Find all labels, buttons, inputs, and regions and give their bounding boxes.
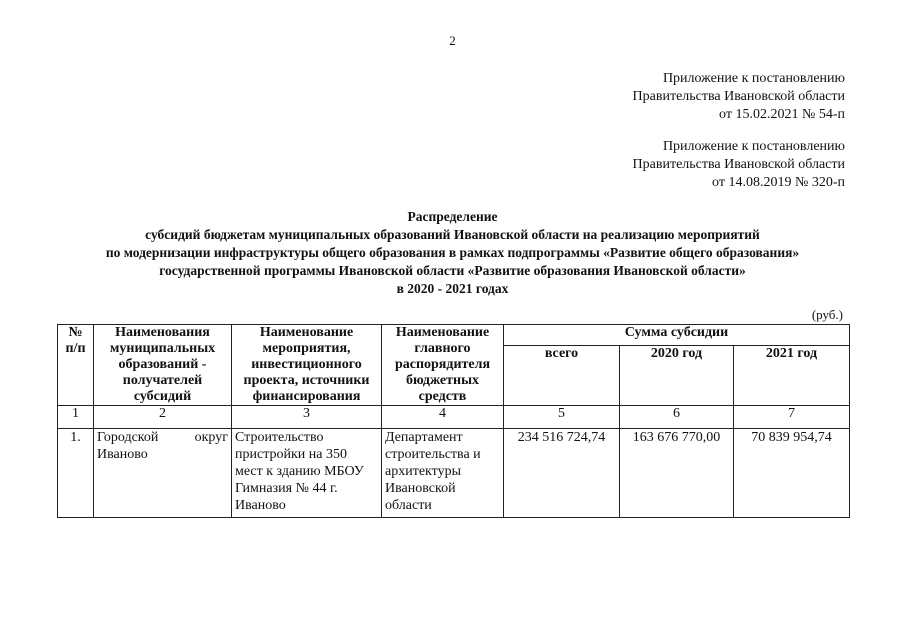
appendix-current-line2: Правительства Ивановской области (632, 89, 845, 104)
document-title (0, 208, 905, 298)
appendix-current-line1: Приложение к постановлению (662, 71, 845, 86)
header-administrator: Наименование главного распорядителя бюджетных средств (382, 325, 504, 406)
title-line2: субсидий бюджетам муниципальных образований Ивановской области на реализацию мероприятий (145, 227, 760, 242)
row-project: Строительство пристройки на 350 мест к зданию МБОУ Гимназия № 44 г. Иваново (232, 429, 382, 518)
row-municipality-text: Городской округ Иваново (97, 430, 228, 462)
appendix-current (485, 70, 845, 124)
currency-unit: (руб.) (811, 307, 843, 322)
title-line1: Распределение (407, 209, 498, 224)
appendix-original-line2: Правительства Ивановской области (632, 157, 845, 172)
column-number: 2 (94, 406, 232, 429)
appendix-original (485, 138, 845, 192)
page-number: 2 (449, 33, 456, 48)
row-total: 234 516 724,74 (504, 429, 620, 518)
title-line5: в 2020 - 2021 годах (396, 281, 509, 296)
column-number: 6 (620, 406, 734, 429)
column-numbers-row (58, 406, 850, 429)
header-subsidy-group: Сумма субсидии (504, 325, 850, 346)
title-line3: по модернизации инфраструктуры общего образования в рамках подпрограммы «Развитие общего образования» (105, 245, 800, 260)
header-row (58, 325, 850, 346)
column-number: 1 (58, 406, 94, 429)
header-municipality: Наименования муниципальных образований - получателей субсидий (94, 325, 232, 406)
header-2020: 2020 год (620, 345, 734, 405)
row-2020: 163 676 770,00 (620, 429, 734, 518)
header-total: всего (504, 345, 620, 405)
row-municipality (94, 429, 232, 518)
appendix-original-line3: от 14.08.2019 № 320-п (712, 175, 845, 190)
row-administrator: Департамент строительства и архитектуры Ивановской области (382, 429, 504, 518)
row-num: 1. (58, 429, 94, 518)
header-project: Наименование мероприятия, инвестиционного проекта, источники финансирования (232, 325, 382, 406)
subsidy-table (57, 324, 850, 518)
appendix-current-line3: от 15.02.2021 № 54-п (719, 107, 845, 122)
column-number: 5 (504, 406, 620, 429)
appendix-original-line1: Приложение к постановлению (662, 139, 845, 154)
column-number: 4 (382, 406, 504, 429)
column-number: 3 (232, 406, 382, 429)
header-num: № п/п (58, 325, 94, 406)
column-number: 7 (734, 406, 850, 429)
title-line4: государственной программы Ивановской области «Развитие образования Ивановской области» (159, 263, 746, 278)
table-row (58, 429, 850, 518)
header-2021: 2021 год (734, 345, 850, 405)
row-2021: 70 839 954,74 (734, 429, 850, 518)
